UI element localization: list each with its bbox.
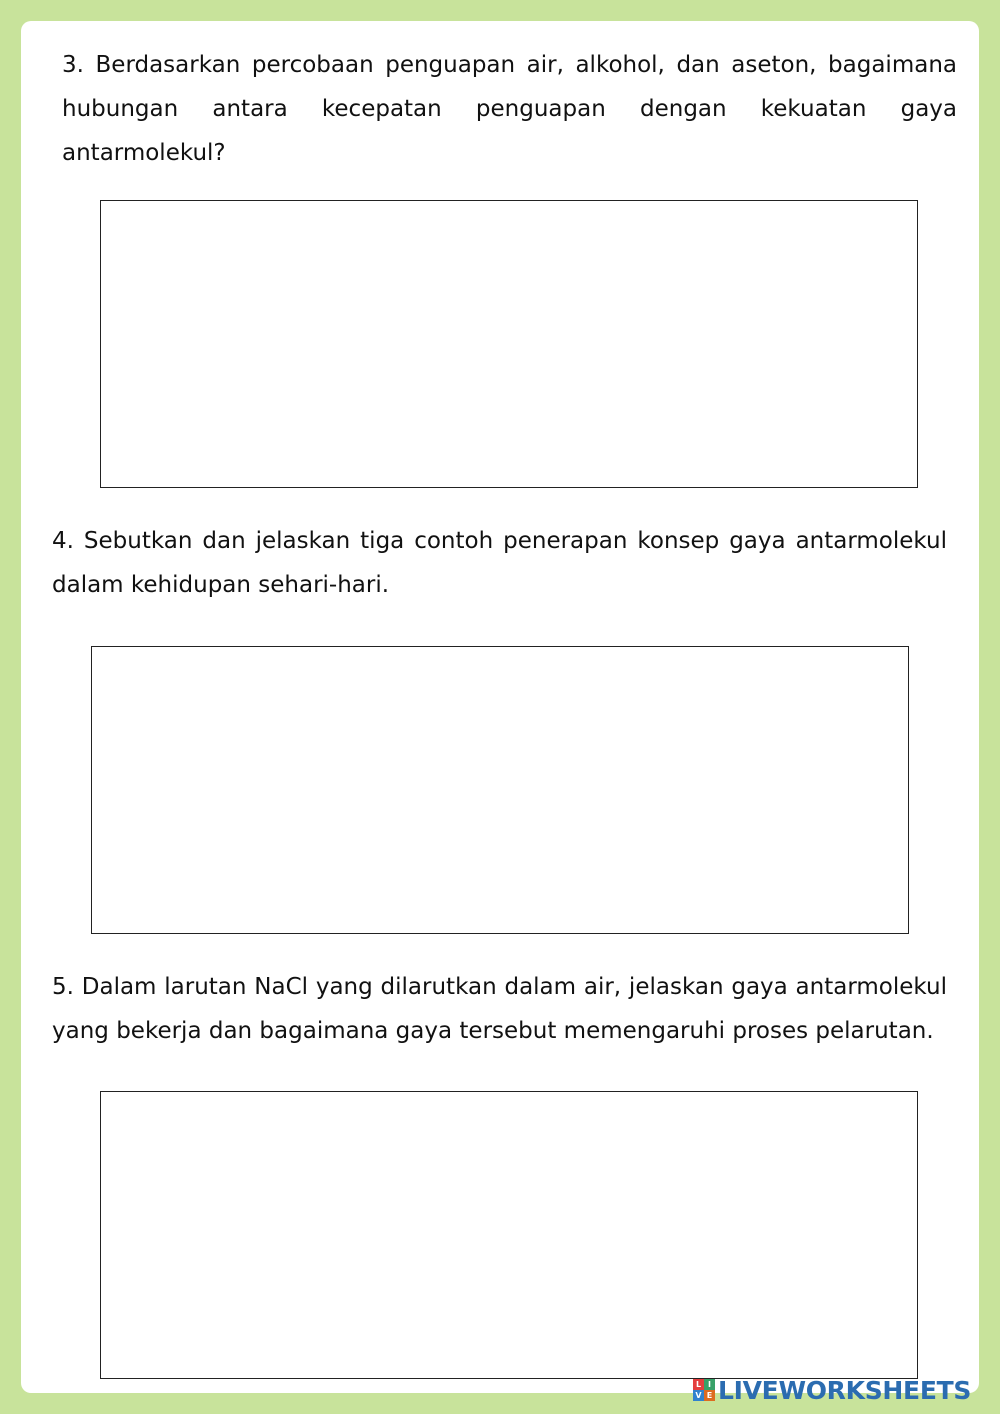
- liveworksheets-branding: [693, 1377, 971, 1403]
- answer-box-4[interactable]: [91, 646, 909, 934]
- liveworksheets-wordmark: LIVEWORKSHEETS: [718, 1375, 972, 1405]
- logo-letter-i: I: [704, 1379, 715, 1390]
- logo-letter-v: V: [693, 1390, 704, 1401]
- question-4: 4. Sebutkan dan jelaskan tiga contoh penerapan konsep gaya antarmolekul dalam kehidupan sehari-hari.: [52, 528, 947, 598]
- answer-box-5[interactable]: [100, 1091, 918, 1379]
- question-5: 5. Dalam larutan NaCl yang dilarutkan dalam air, jelaskan gaya antarmolekul yang bekerja dan bagaimana gaya tersebut memengaruhi proses pelarutan.: [52, 974, 947, 1044]
- logo-letter-l: L: [693, 1379, 704, 1390]
- logo-letter-e: E: [704, 1390, 715, 1401]
- question-3: 3. Berdasarkan percobaan penguapan air, alkohol, dan aseton, bagaimana hubungan antara kecepatan penguapan dengan kekuatan gaya antarmolekul?: [62, 52, 957, 166]
- liveworksheets-logo-icon: [693, 1379, 715, 1401]
- answer-box-3[interactable]: [100, 200, 918, 488]
